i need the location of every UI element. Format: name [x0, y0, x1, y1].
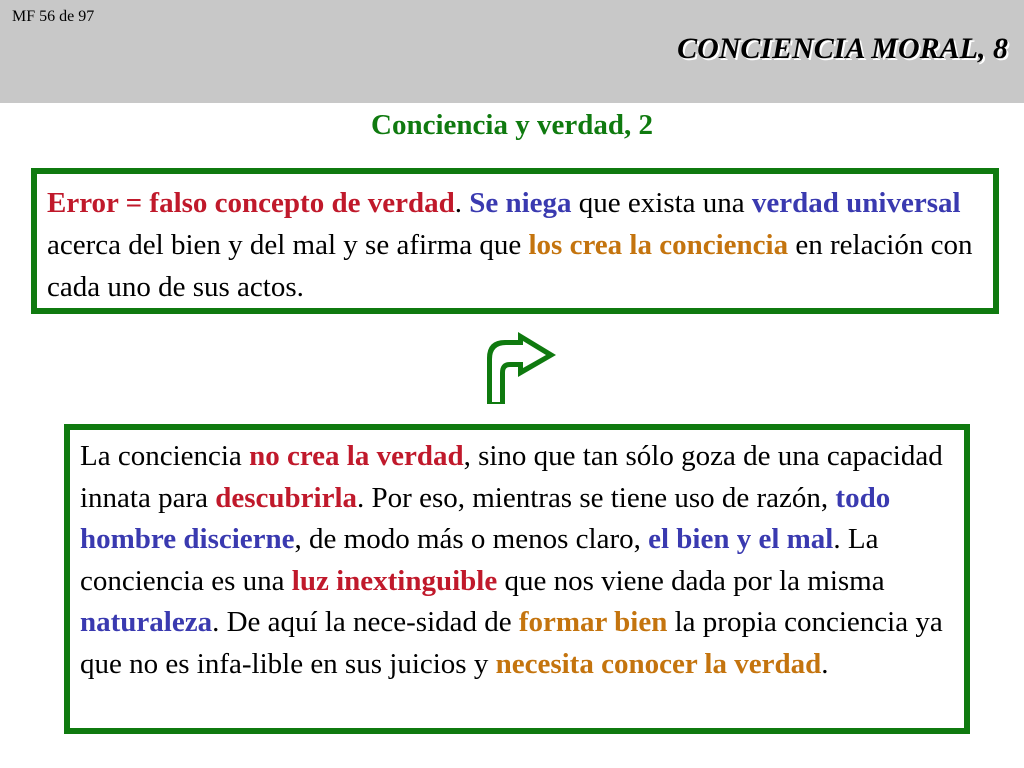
text-segment: que exista una	[571, 187, 752, 219]
highlight-good-and-evil: el bien y el mal	[648, 523, 834, 555]
text-segment: , sino que tan sólo goza de una capacidad innata para	[80, 440, 943, 514]
slide-number: MF 56 de 97	[12, 8, 95, 25]
header-bar	[0, 0, 1024, 103]
truth-explanation-box	[64, 424, 970, 734]
slide-title: CONCIENCIA MORAL, 8	[677, 32, 1008, 65]
text-segment: , de modo más o menos claro,	[294, 523, 649, 555]
highlight-nature: naturaleza	[80, 606, 213, 638]
highlight-form-well: formar bien	[518, 606, 668, 638]
text-segment: acerca del bien y del mal y se afirma que	[47, 229, 529, 261]
highlight-discover: descubrirla	[215, 481, 358, 514]
highlight-know-truth: necesita conocer la verdad	[495, 647, 822, 680]
curved-arrow-right-icon	[478, 332, 562, 408]
section-subtitle: Conciencia y verdad, 2	[371, 109, 653, 141]
highlight-not-create-truth: no crea la verdad	[249, 440, 464, 472]
highlight-conscience-creates: los crea la conciencia	[528, 229, 789, 261]
error-definition: Error = falso concepto de verdad	[47, 187, 455, 219]
text-segment: . Por eso, mientras se tiene uso de razón,	[357, 481, 836, 514]
text-segment: que nos viene dada por la misma	[497, 564, 885, 597]
text-segment: La conciencia	[80, 440, 250, 472]
highlight-inextinguishable-light: luz inextinguible	[291, 564, 498, 597]
text-segment: en relación con cada uno de sus actos.	[47, 229, 973, 303]
text-segment: la propia conciencia ya que no es infa-lible en sus juicios y	[80, 606, 943, 680]
text-segment: . De aquí la nece-sidad de	[212, 606, 519, 638]
error-statement-box	[31, 168, 999, 314]
highlight-every-man-discerns: todo hombre discierne	[80, 481, 891, 555]
text-segment: . La conciencia es una	[80, 523, 879, 597]
text-segment: .	[454, 187, 470, 219]
highlight-universal-truth: verdad universal	[751, 187, 961, 219]
text-segment: .	[821, 647, 829, 680]
highlight-denial: Se niega	[469, 187, 572, 219]
